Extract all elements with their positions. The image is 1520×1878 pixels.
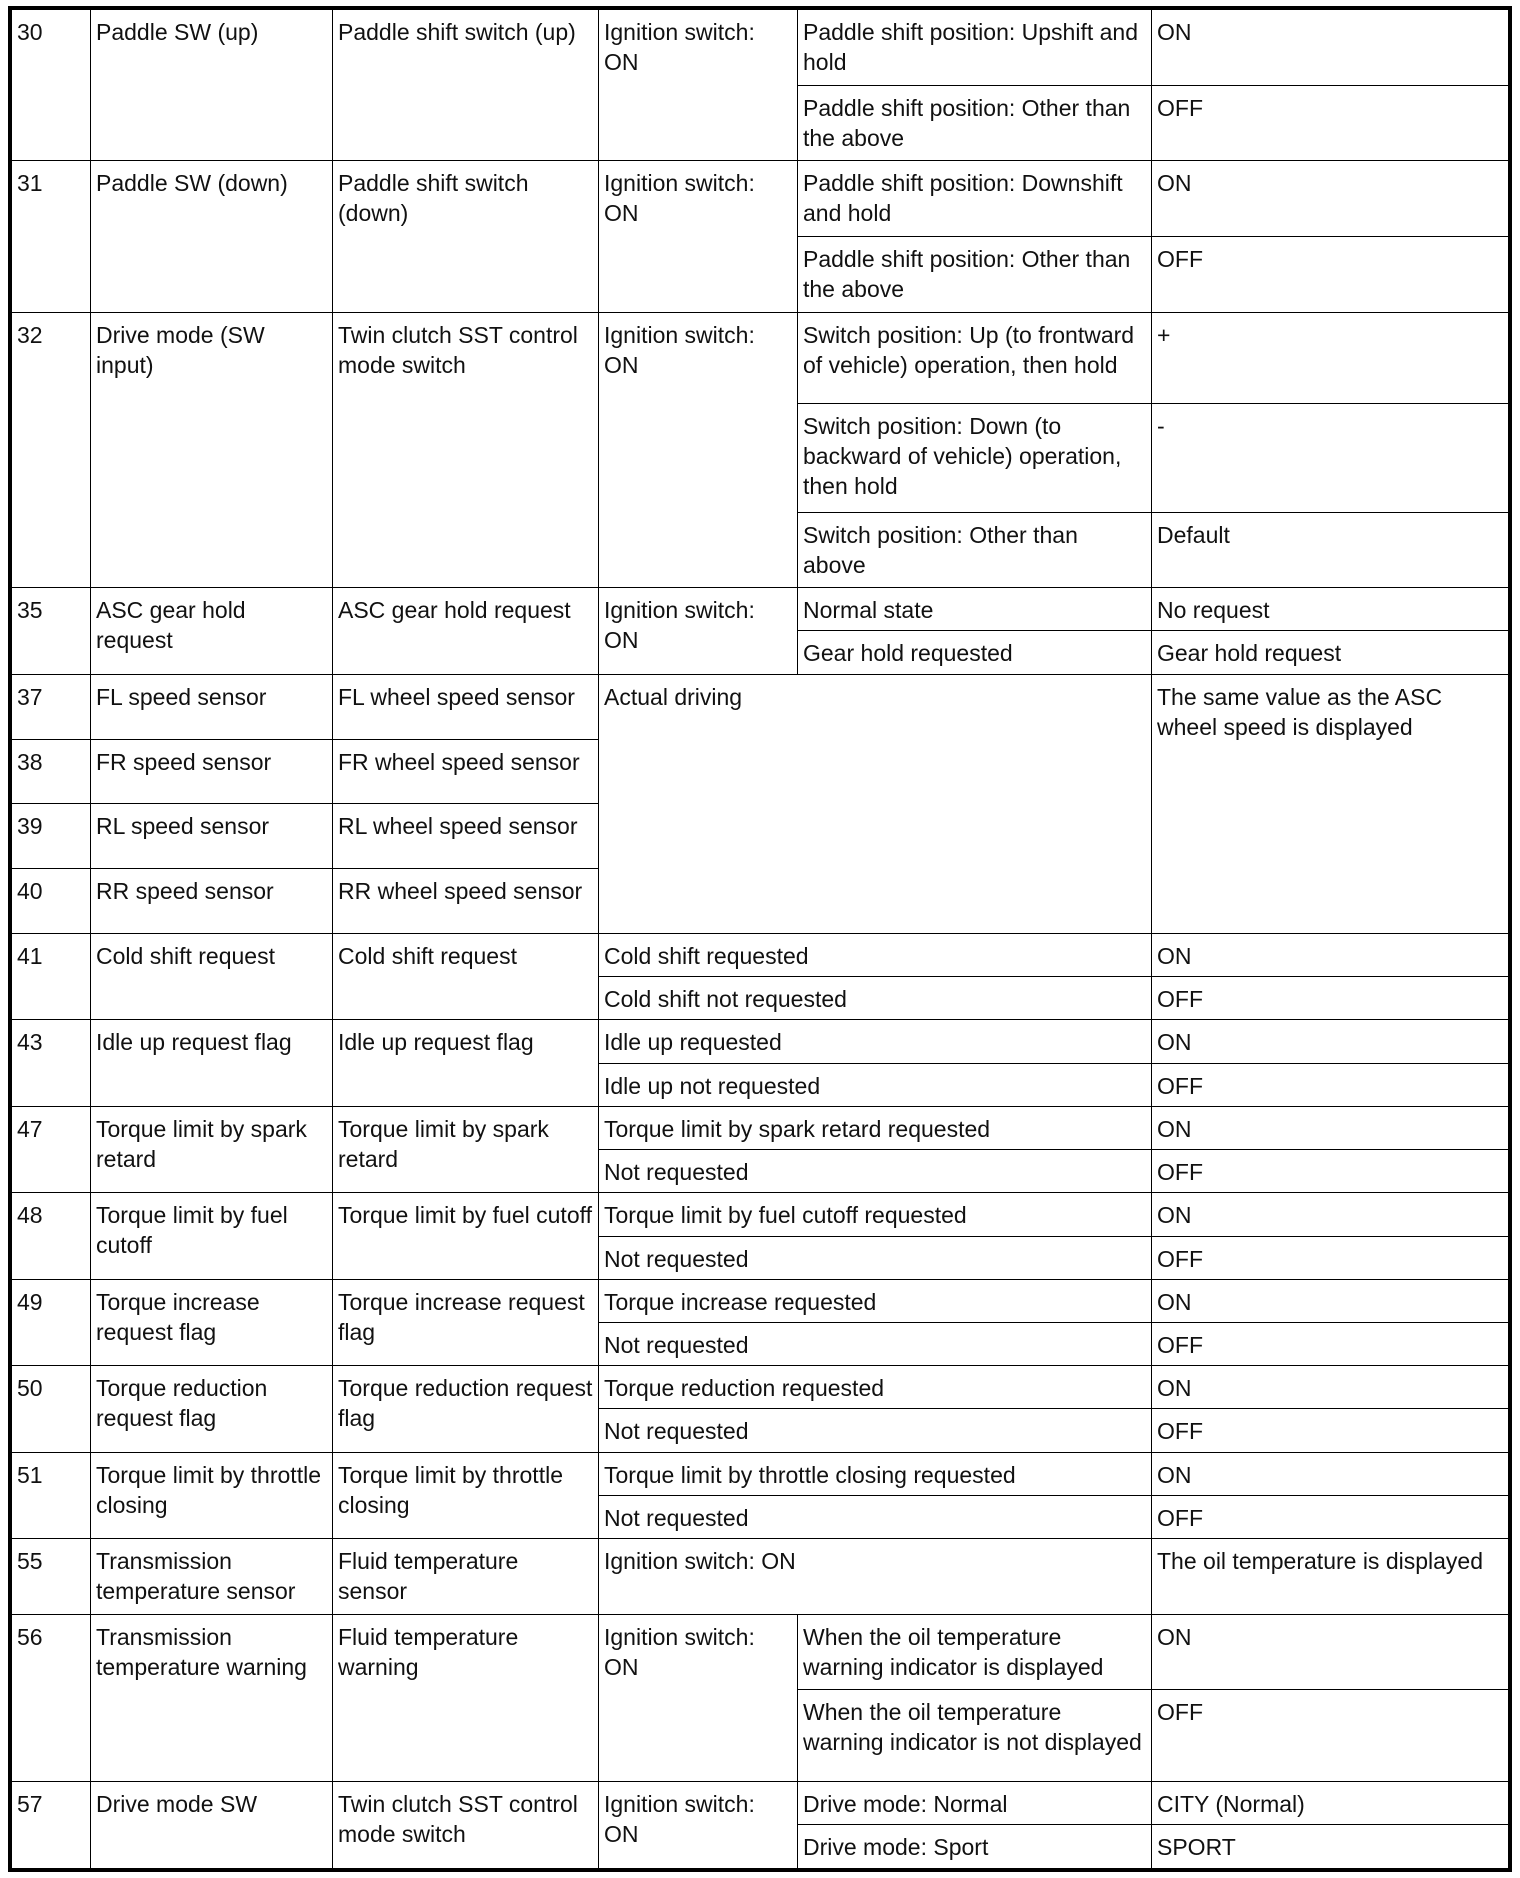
requirement: Normal state (798, 588, 1152, 631)
check-condition: Ignition switch: ON (599, 1539, 1152, 1615)
item-name: FL speed sensor (91, 674, 333, 739)
check-condition: Ignition switch: ON (599, 10, 798, 161)
table-row (12, 1279, 1509, 1322)
check-condition: Torque reduction requested (599, 1366, 1152, 1409)
normal-value: ON (1152, 1452, 1509, 1495)
item-name: Torque limit by throttle closing (91, 1452, 333, 1538)
item-description: Torque increase request flag (333, 1279, 599, 1365)
requirement: Paddle shift position: Other than the above (798, 236, 1152, 312)
check-condition: Actual driving (599, 674, 1152, 933)
requirement: Switch position: Down (to backward of vehicle) operation, then hold (798, 404, 1152, 512)
check-condition: Not requested (599, 1409, 1152, 1452)
item-number: 38 (12, 739, 91, 804)
item-name: FR speed sensor (91, 739, 333, 804)
requirement: Drive mode: Sport (798, 1825, 1152, 1869)
normal-value: OFF (1152, 1236, 1509, 1279)
item-name: Torque limit by fuel cutoff (91, 1193, 333, 1279)
item-name: ASC gear hold request (91, 588, 333, 674)
item-description: Torque limit by spark retard (333, 1106, 599, 1192)
normal-value: ON (1152, 1614, 1509, 1690)
normal-value: OFF (1152, 85, 1509, 161)
normal-value: CITY (Normal) (1152, 1782, 1509, 1825)
item-number: 39 (12, 804, 91, 869)
normal-value: OFF (1152, 1409, 1509, 1452)
normal-value: ON (1152, 1020, 1509, 1063)
data-list-table (11, 9, 1509, 1869)
normal-value: OFF (1152, 1495, 1509, 1538)
requirement: Drive mode: Normal (798, 1782, 1152, 1825)
normal-value: The same value as the ASC wheel speed is displayed (1152, 674, 1509, 933)
check-condition: Ignition switch: ON (599, 588, 798, 674)
item-description: RR wheel speed sensor (333, 869, 599, 934)
item-number: 55 (12, 1539, 91, 1615)
item-number: 47 (12, 1106, 91, 1192)
normal-value: SPORT (1152, 1825, 1509, 1869)
normal-value: OFF (1152, 1150, 1509, 1193)
item-description: Twin clutch SST control mode switch (333, 1782, 599, 1869)
item-name: Paddle SW (up) (91, 10, 333, 161)
item-description: Cold shift request (333, 934, 599, 1020)
normal-value: ON (1152, 10, 1509, 86)
table-row (12, 161, 1509, 237)
item-number: 57 (12, 1782, 91, 1869)
item-description: Twin clutch SST control mode switch (333, 312, 599, 588)
item-number: 35 (12, 588, 91, 674)
item-number: 40 (12, 869, 91, 934)
requirement: When the oil temperature warning indicator is displayed (798, 1614, 1152, 1690)
item-name: Idle up request flag (91, 1020, 333, 1106)
table-row (12, 1452, 1509, 1495)
check-condition: Idle up requested (599, 1020, 1152, 1063)
table-row (12, 1614, 1509, 1690)
table-row (12, 1193, 1509, 1236)
table-row (12, 1106, 1509, 1149)
normal-value: OFF (1152, 1063, 1509, 1106)
item-name: Drive mode SW (91, 1782, 333, 1869)
item-description: Paddle shift switch (down) (333, 161, 599, 312)
check-condition: Cold shift requested (599, 934, 1152, 977)
item-number: 49 (12, 1279, 91, 1365)
item-name: RL speed sensor (91, 804, 333, 869)
requirement: Paddle shift position: Upshift and hold (798, 10, 1152, 86)
check-condition: Not requested (599, 1323, 1152, 1366)
item-number: 30 (12, 10, 91, 161)
item-description: FL wheel speed sensor (333, 674, 599, 739)
normal-value: Gear hold request (1152, 631, 1509, 674)
check-condition: Ignition switch: ON (599, 1782, 798, 1869)
table-row (12, 674, 1509, 739)
normal-value: ON (1152, 1193, 1509, 1236)
normal-value: ON (1152, 161, 1509, 237)
item-name: Torque increase request flag (91, 1279, 333, 1365)
check-condition: Idle up not requested (599, 1063, 1152, 1106)
normal-value: No request (1152, 588, 1509, 631)
requirement: When the oil temperature warning indicator is not displayed (798, 1690, 1152, 1782)
requirement: Paddle shift position: Downshift and hold (798, 161, 1152, 237)
requirement: Switch position: Other than above (798, 512, 1152, 588)
item-name: Cold shift request (91, 934, 333, 1020)
requirement: Gear hold requested (798, 631, 1152, 674)
item-number: 32 (12, 312, 91, 588)
item-name: Torque limit by spark retard (91, 1106, 333, 1192)
item-name: Drive mode (SW input) (91, 312, 333, 588)
item-name: RR speed sensor (91, 869, 333, 934)
normal-value: OFF (1152, 1323, 1509, 1366)
item-number: 50 (12, 1366, 91, 1452)
table-row (12, 934, 1509, 977)
item-description: Torque limit by fuel cutoff (333, 1193, 599, 1279)
requirement: Paddle shift position: Other than the above (798, 85, 1152, 161)
check-condition: Not requested (599, 1495, 1152, 1538)
table-row (12, 10, 1509, 86)
table-row (12, 588, 1509, 631)
normal-value: ON (1152, 1279, 1509, 1322)
check-condition: Cold shift not requested (599, 977, 1152, 1020)
check-condition: Torque increase requested (599, 1279, 1152, 1322)
item-number: 48 (12, 1193, 91, 1279)
item-description: ASC gear hold request (333, 588, 599, 674)
check-condition: Ignition switch: ON (599, 161, 798, 312)
requirement: Switch position: Up (to frontward of vehicle) operation, then hold (798, 312, 1152, 404)
normal-value: Default (1152, 512, 1509, 588)
normal-value: OFF (1152, 977, 1509, 1020)
normal-value: ON (1152, 1366, 1509, 1409)
table-row (12, 1782, 1509, 1825)
item-name: Transmission temperature warning (91, 1614, 333, 1782)
item-name: Transmission temperature sensor (91, 1539, 333, 1615)
table-row (12, 1020, 1509, 1063)
check-condition: Ignition switch: ON (599, 312, 798, 588)
item-name: Torque reduction request flag (91, 1366, 333, 1452)
normal-value: ON (1152, 1106, 1509, 1149)
normal-value: + (1152, 312, 1509, 404)
item-name: Paddle SW (down) (91, 161, 333, 312)
item-number: 43 (12, 1020, 91, 1106)
item-number: 31 (12, 161, 91, 312)
item-description: FR wheel speed sensor (333, 739, 599, 804)
normal-value: - (1152, 404, 1509, 512)
item-number: 41 (12, 934, 91, 1020)
check-condition: Not requested (599, 1150, 1152, 1193)
check-condition: Not requested (599, 1236, 1152, 1279)
check-condition: Ignition switch: ON (599, 1614, 798, 1782)
item-number: 51 (12, 1452, 91, 1538)
check-condition: Torque limit by fuel cutoff requested (599, 1193, 1152, 1236)
item-description: RL wheel speed sensor (333, 804, 599, 869)
check-condition: Torque limit by throttle closing requested (599, 1452, 1152, 1495)
normal-value: The oil temperature is displayed (1152, 1539, 1509, 1615)
item-description: Fluid temperature warning (333, 1614, 599, 1782)
normal-value: ON (1152, 934, 1509, 977)
table-row (12, 312, 1509, 404)
table-row (12, 1539, 1509, 1615)
table-row (12, 1366, 1509, 1409)
item-description: Idle up request flag (333, 1020, 599, 1106)
item-number: 56 (12, 1614, 91, 1782)
normal-value: OFF (1152, 236, 1509, 312)
item-number: 37 (12, 674, 91, 739)
item-description: Torque reduction request flag (333, 1366, 599, 1452)
service-data-table (8, 6, 1512, 1872)
normal-value: OFF (1152, 1690, 1509, 1782)
item-description: Torque limit by throttle closing (333, 1452, 599, 1538)
check-condition: Torque limit by spark retard requested (599, 1106, 1152, 1149)
item-description: Fluid temperature sensor (333, 1539, 599, 1615)
item-description: Paddle shift switch (up) (333, 10, 599, 161)
